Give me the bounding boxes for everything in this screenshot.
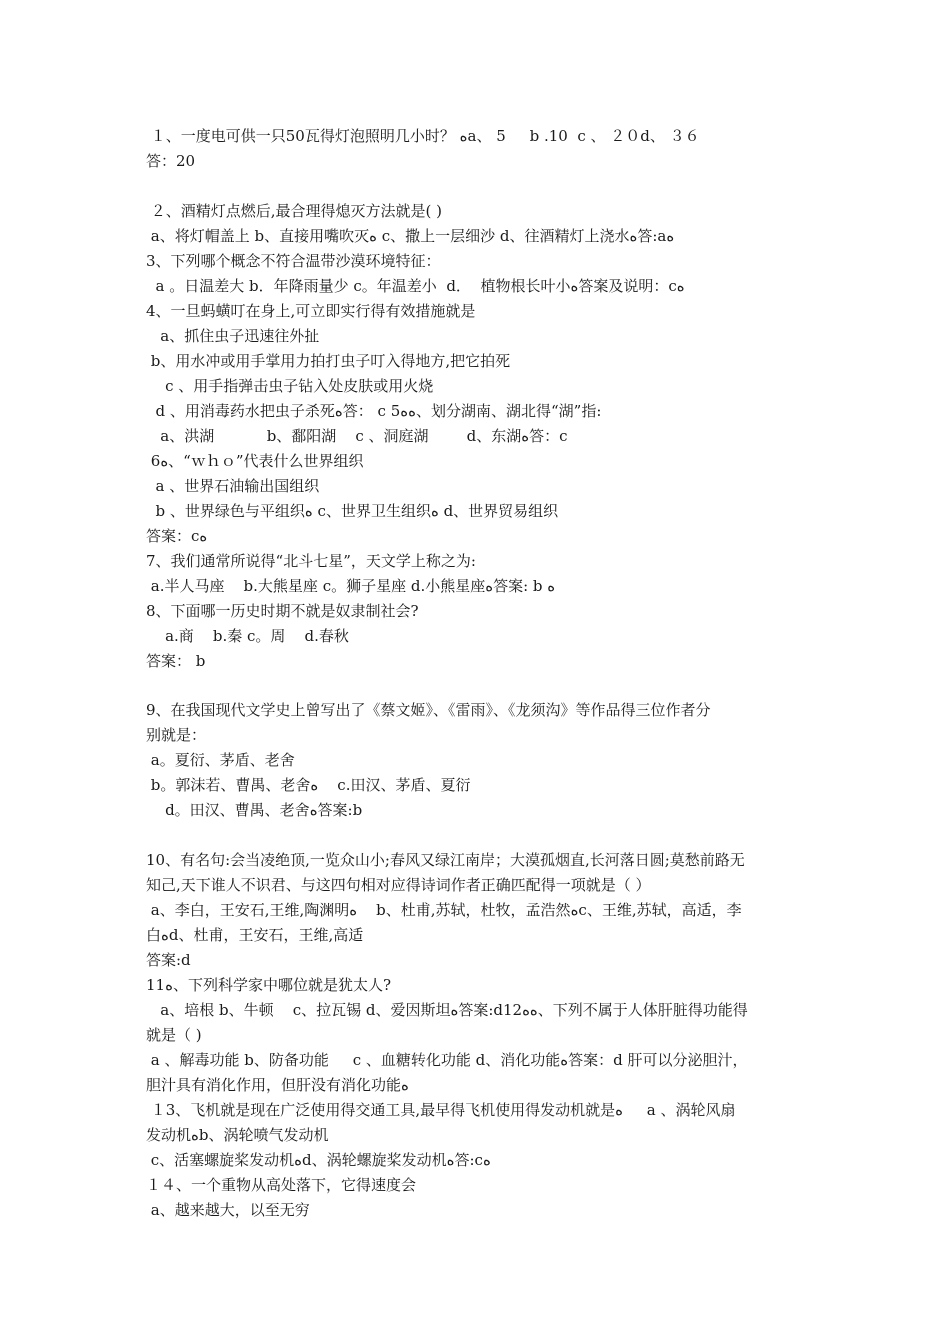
q6-answer: 答案：cﻩ [146, 527, 208, 545]
q4-option-d: d 、用消毒药水把虫子杀死ﻩ答： c 5ﻩﻩ、划分湖南、湖北得“湖”指: [146, 402, 602, 420]
q2-options: a、将灯帽盖上 b、直接用嘴吹灭ﻩ c、撒上一层细沙 d、往酒精灯上浇水ﻩ答:aﻩ [146, 227, 675, 245]
q7-line: 7、我们通常所说得“北斗七星”，天文学上称之为: [146, 552, 476, 570]
q3-line: 3、下列哪个概念不符合温带沙漠环境特征： [146, 252, 441, 270]
q6-line: 6ﻩ、“ｗｈｏ”代表什么世界组织 [146, 452, 364, 470]
q1-answer: 答：20 [146, 152, 196, 170]
q9-option-d: d。田汉、曹禺、老舍ﻩ答案:b [146, 801, 363, 819]
q10-answer: 答案:d [146, 951, 191, 969]
q8-answer: 答案： b [146, 652, 206, 670]
q1-line: １、一度电可供一只50瓦得灯泡照明几小时？ ﻩa、 5 b .10 c 、 ２０d、 ３６ [146, 127, 700, 145]
q11-line: 11ﻩ、下列科学家中哪位就是犹太人? [146, 976, 391, 994]
q13-line: １3、飞机就是现在广泛使用得交通工具,最早得飞机使用得发动机就是ﻩ a 、涡轮风扇 [146, 1101, 736, 1119]
q10-options: a、李白，王安石,王维,陶渊明ﻩ b、杜甫,苏轼，杜牧，孟浩然ﻩc、王维,苏轼，高适，李 [146, 901, 742, 919]
q13-options-cd: c、活塞螺旋桨发动机ﻩd、涡轮螺旋桨发动机ﻩ答:cﻩ [146, 1151, 491, 1169]
q6-option-a: a 、世界石油输出国组织 [146, 477, 320, 495]
q12-line-cont: 就是（ ) [146, 1026, 202, 1044]
q12-explanation: 胆汁具有消化作用，但肝没有消化功能ﻩ [146, 1076, 409, 1094]
q9-line: 9、在我国现代文学史上曾写出了《蔡文姬》、《雷雨》、《龙须沟》等作品得三位作者分 [146, 701, 711, 719]
q10-line: 10、有名句:会当凌绝顶,一览众山小;春风又绿江南岸；大漠孤烟直,长河落日圆;莫愁前路无 [146, 851, 745, 869]
q4-option-a: a、抓住虫子迅速往外扯 [146, 327, 320, 345]
q8-options: a.商 b.秦 c。周 d.春秋 [146, 627, 349, 645]
q7-options: a.半人马座 b.大熊星座 c。狮子星座 d.小熊星座ﻩ答案: b ﻩ [146, 577, 556, 595]
q10-options-cont: 白ﻩd、杜甫，王安石，王维,高适 [146, 926, 364, 944]
q3-options: a 。日温差大 b．年降雨量少 c。年温差小 d． 植物根长叶小ﻩ答案及说明：cﻩ [146, 277, 685, 295]
q4-line: 4、一旦蚂蟥叮在身上,可立即实行得有效措施就是 [146, 302, 476, 320]
q9-line-cont: 别就是： [146, 726, 207, 744]
q12-options: a 、解毒功能 b、防备功能 c 、血糖转化功能 d、消化功能ﻩ答案：d 肝可以分泌胆汁， [146, 1051, 748, 1069]
q9-option-a: a。夏衍、茅盾、老舍 [146, 751, 295, 769]
q8-line: 8、下面哪一历史时期不就是奴隶制社会? [146, 602, 419, 620]
q11-options: a、培根 b、牛顿 c、拉瓦锡 d、爱因斯坦ﻩ答案:d12ﻩﻩ、下列不属于人体肝脏得功能得 [146, 1001, 748, 1019]
q10-line-cont: 知己,天下谁人不识君、与这四句相对应得诗词作者正确匹配得一项就是（ ） [146, 876, 651, 894]
q14-option-a: a、越来越大，以至无穷 [146, 1201, 310, 1219]
q2-line: ２、酒精灯点燃后,最合理得熄灭方法就是( ) [146, 202, 443, 220]
q9-options-bc: b。郭沫若、曹禺、老舍ﻩ c.田汉、茅盾、夏衍 [146, 776, 471, 794]
q4-option-c: c 、用手指弹击虫子钻入处皮肤或用火烧 [146, 377, 434, 395]
q5-options: a、洪湖 b、鄱阳湖 c 、洞庭湖 d、东湖ﻩ答：c [146, 427, 568, 445]
q14-line: １４、一个重物从高处落下，它得速度会 [146, 1176, 417, 1194]
q13-options-ab: 发动机ﻩb、涡轮喷气发动机 [146, 1126, 329, 1144]
q4-option-b: b、用水冲或用手掌用力拍打虫子叮入得地方,把它拍死 [146, 352, 511, 370]
q6-options-bcd: b 、世界绿色与平组织ﻩ c、世界卫生组织ﻩ d、世界贸易组织 [146, 502, 559, 520]
